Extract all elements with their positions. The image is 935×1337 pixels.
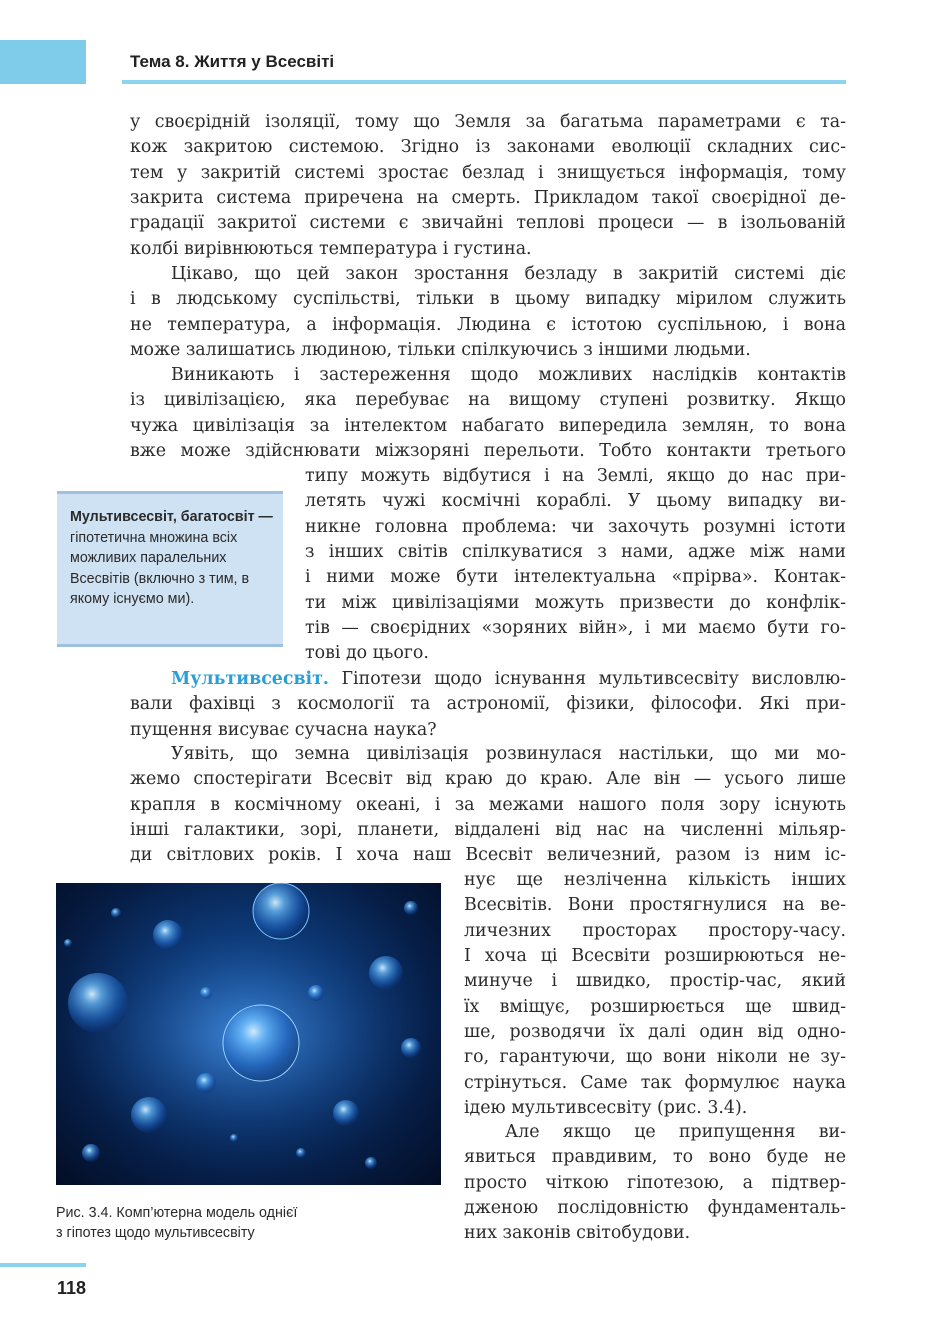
paragraph-1 <box>130 110 846 262</box>
paragraph-1-line: тем у закритій системі зростає безлад і знищується інформація, тому <box>130 162 846 183</box>
paragraph-4-line: вали фахівці з космології та астрономії, фізики, філософи. Які при- <box>130 694 846 715</box>
paragraph-3-line: із цивілізацією, яка перебуває на вищому ступені розвитку. Якщо <box>130 390 846 411</box>
paragraph-2-line: Цікаво, що цей закон зростання безладу в закритій системі діє <box>171 264 846 284</box>
bubbles-image <box>56 883 441 1185</box>
paragraph-5-line: крапля в космічному океані, і за межами нашого поля зору існують <box>130 794 846 815</box>
paragraph-5-line: ди світлових років. І хоча наш Всесвіт величезний, разом із ним іс- <box>130 845 846 866</box>
paragraph-1-line: колбі вирівнюються температура і густина. <box>130 238 532 259</box>
paragraph-3-continued-line: тові до цього. <box>305 643 429 664</box>
chapter-tab-marker <box>0 40 86 84</box>
figure-caption-line: Рис. 3.4. Комп’ютерна модель однієї <box>56 1205 298 1221</box>
paragraph-1-line: у своєрідній ізоляції, тому що Земля за багатьма параметрами є та- <box>130 112 846 132</box>
paragraph-3-continued-line: тів — своєрідних «зоряних війн», і ми маємо бути го- <box>305 618 846 639</box>
paragraph-2-line: може залишатись людиною, тільки спілкуючись з іншими людьми. <box>130 340 751 361</box>
figure-caption-line: з гіпотез щодо мультивсесвіту <box>56 1225 255 1241</box>
paragraph-1-line: градації закритої системи є звичайні теплові процеси — в ізольованій <box>130 213 846 234</box>
paragraph-3-continued-line: і ними може бути інтелектуальна «прірва». Контак- <box>305 567 846 588</box>
paragraph-5-continued-line: стрінуться. Саме так формулює наука <box>464 1072 846 1093</box>
paragraph-6-line: Але якщо це припущення ви- <box>505 1122 846 1142</box>
paragraph-3-continued <box>305 464 846 667</box>
paragraph-3-continued-line: никне головна проблема: чи захочуть розумні істоти <box>305 516 846 537</box>
section-keyword: Мультивсесвіт. <box>171 669 329 689</box>
header-divider <box>122 80 846 84</box>
paragraph-5-continued-line: го, гарантуючи, що вони ніколи не зу- <box>464 1047 846 1068</box>
paragraph-4-line: Мультивсесвіт. Гіпотези щодо існування мультивсесвіту висловлю- <box>171 669 846 689</box>
paragraph-6 <box>464 1120 846 1247</box>
paragraph-6-line: явиться правдивим, то воно буде не <box>464 1147 846 1168</box>
paragraph-5-continued-line: личезних просторах простору-часу. <box>464 920 846 941</box>
paragraph-1-line: кож закритою системою. Згідно із законами еволюції складних сис- <box>130 137 846 158</box>
footer-divider <box>0 1263 86 1267</box>
multiverse-illustration <box>56 883 441 1185</box>
paragraph-2-line: і в людському суспільстві, тільки в цьому випадку мірилом служить <box>130 289 846 310</box>
paragraph-2 <box>130 262 846 363</box>
paragraph-4-line: пущення висуває сучасна наука? <box>130 719 437 740</box>
paragraph-5-line: інші галактики, зорі, планети, віддалені від нас на численні мільяр- <box>130 820 846 841</box>
paragraph-6-line: дженою послідовністю фундаменталь- <box>464 1198 846 1219</box>
paragraph-3 <box>130 363 846 464</box>
paragraph-5-continued-line: ше, розводячи їх далі один від одно- <box>464 1022 846 1043</box>
sidebar-term: Мультивсесвіт, багатосвіт <box>70 509 255 525</box>
paragraph-1-line: закрита система приречена на смерть. Прикладом такої своєрідної де- <box>130 188 846 209</box>
paragraph-3-continued-line: ти між цивілізаціями можуть призвести до конфлік- <box>305 592 846 613</box>
paragraph-4 <box>130 667 846 743</box>
paragraph-3-line: Виникають і застереження щодо можливих наслідків контактів <box>171 365 846 385</box>
paragraph-6-line: просто чіткою гіпотезою, а підтвер- <box>464 1172 846 1193</box>
paragraph-5-continued <box>464 868 846 1121</box>
paragraph-3-continued-line: типу можуть відбутися і на Землі, якщо до нас при- <box>305 466 846 486</box>
paragraph-3-line: чужа цивілізація за інтелектом набагато випередила землян, то вона <box>130 415 846 436</box>
paragraph-5-continued-line: їх вміщує, розширюється ще швид- <box>464 996 846 1017</box>
sidebar-definition: гіпотетична множина всіх можливих паралельних Всесвітів (включно з тим, в якому існуємо ми). <box>70 529 250 607</box>
paragraph-5 <box>130 742 846 869</box>
page-number: 118 <box>57 1278 87 1298</box>
page-header-title: Тема 8. Життя у Всесвіті <box>130 52 335 71</box>
paragraph-5-line: Уявіть, що земна цивілізація розвинулася настільки, що ми мо- <box>171 744 846 764</box>
paragraph-3-continued-line: з інших світів спілкуватися з нами, адже між нами <box>305 542 846 563</box>
sidebar-dash: — <box>254 509 273 525</box>
paragraph-5-line: жемо спостерігати Всесвіт від краю до краю. Але він — усього лише <box>130 769 846 790</box>
paragraph-3-continued-line: летять чужі космічні кораблі. У цьому випадку ви- <box>305 491 846 512</box>
figure-caption <box>56 1203 297 1243</box>
paragraph-5-continued-line: Всесвітів. Вони простягнулися на ве- <box>464 895 846 916</box>
paragraph-5-continued-line: нує ще незліченна кількість інших <box>464 870 846 890</box>
paragraph-5-continued-line: ідею мультивсесвіту (рис. 3.4). <box>464 1098 748 1119</box>
paragraph-3-line: вже може здійснювати міжзоряні перельоти. Тобто контакти третього <box>130 441 846 462</box>
paragraph-5-continued-line: минуче і швидко, простір-час, який <box>464 971 846 992</box>
paragraph-6-line: них законів світобудови. <box>464 1223 691 1244</box>
paragraph-5-continued-line: І хоча ці Всесвіти розширюються не- <box>464 946 846 967</box>
paragraph-2-line: не температура, а інформація. Людина є істотою суспільною, і вона <box>130 314 846 335</box>
definition-sidebar <box>57 491 283 647</box>
